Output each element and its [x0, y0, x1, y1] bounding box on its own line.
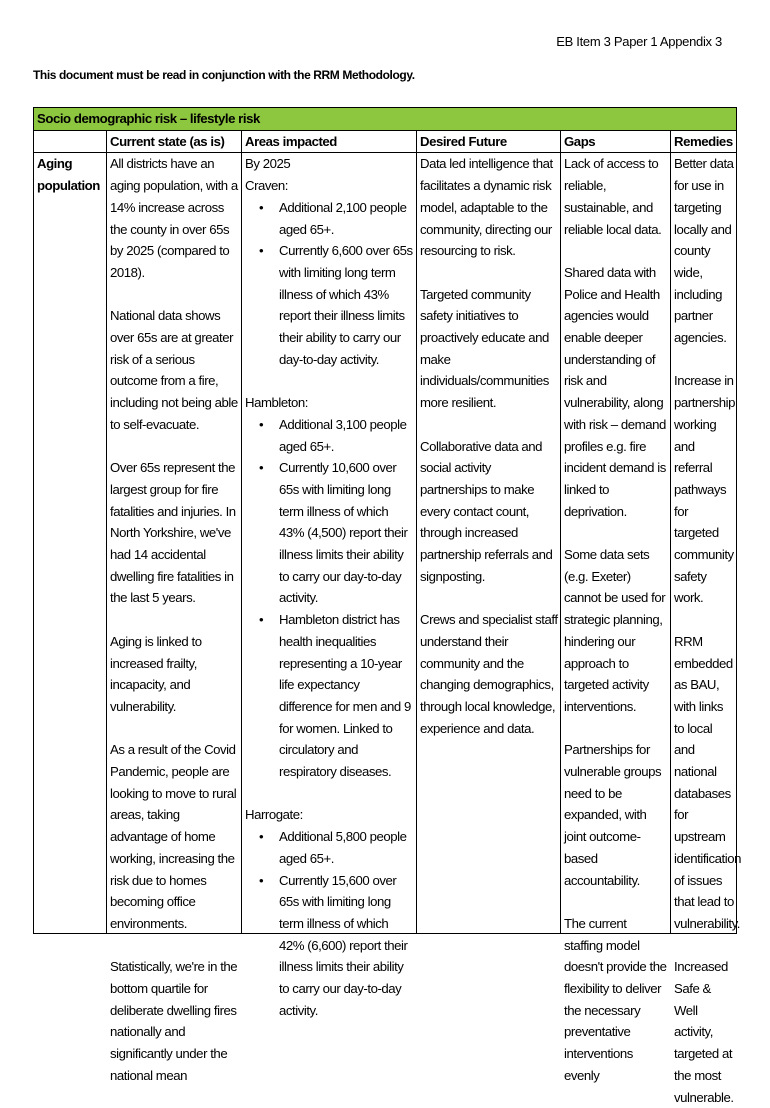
gaps-paragraph: Partnerships for vulnerable groups need to be expanded, with joint outcome-based accountability.	[564, 742, 662, 888]
column-header-gaps: Gaps	[561, 130, 671, 153]
remedies-paragraph: Better data for use in targeting locally and county wide, including partner agencies.	[674, 156, 734, 346]
row-label: Aging population	[34, 153, 107, 934]
column-header-areas-impacted: Areas impacted	[242, 130, 417, 153]
desired-future-paragraph: Crews and specialist staff understand their community and the changing demographics, through local knowledge, experience and data.	[420, 612, 558, 736]
list-item: • Hambleton district has health inequalities representing a 10-year life expectancy difference for men and 9 for women. Linked to circulatory and respiratory diseases.	[279, 609, 414, 783]
gaps-paragraph: Some data sets (e.g. Exeter) cannot be used for strategic planning, hindering our approach to targeted activity interventions.	[564, 547, 666, 714]
area-list-harrogate	[245, 826, 414, 1021]
area-name-harrogate: Harrogate:	[245, 807, 303, 823]
list-item: • Additional 3,100 people aged 65+.	[279, 414, 414, 457]
gaps-cell	[561, 153, 671, 1083]
column-header-remedies: Remedies	[671, 130, 737, 153]
column-header-row	[34, 130, 737, 153]
section-title: Socio demographic risk – lifestyle risk	[34, 108, 737, 131]
current-state-paragraph: National data shows over 65s are at greater risk of a serious outcome from a fire, including not being able to self-evacuate.	[110, 308, 238, 432]
remedies-paragraph: RRM embedded as BAU, with links to local and national databases for upstream identification of issues that lead to vulnerability.	[674, 633, 742, 931]
remedies-paragraph: Increase in partnership working and referral pathways for targeted community safety work.	[674, 373, 736, 606]
current-state-paragraph: Statistically, we're in the bottom quartile for deliberate dwelling fires nationally and significantly under the national mean	[110, 959, 238, 1083]
current-state-paragraph: Over 65s represent the largest group for fire fatalities and injuries. In North Yorkshire, we've had 14 accidental dwelling fire fatalities in the last 5 years.	[110, 460, 236, 606]
page-reference: EB Item 3 Paper 1 Appendix 3	[556, 34, 722, 49]
list-item: • Additional 5,800 people aged 65+.	[279, 826, 414, 869]
area-list-craven	[245, 197, 414, 371]
list-item: • Additional 2,100 people aged 65+.	[279, 197, 414, 240]
section-header-row	[34, 108, 737, 131]
risk-table	[33, 107, 742, 1105]
areas-intro: By 2025	[245, 156, 291, 172]
area-list-hambleton	[245, 414, 414, 783]
current-state-paragraph: As a result of the Covid Pandemic, people are looking to move to rural areas, taking advantage of home working, increasing the risk due to homes becoming office environments.	[110, 742, 237, 931]
remedies-cell	[671, 153, 742, 1105]
table-row	[34, 153, 737, 934]
desired-future-paragraph: Data led intelligence that facilitates a dynamic risk model, adaptable to the community, directing our resourcing to risk.	[420, 156, 553, 259]
area-name-hambleton: Hambleton:	[245, 395, 308, 411]
desired-future-paragraph: Targeted community safety initiatives to proactively educate and make individuals/communities more resilient.	[420, 286, 549, 411]
gaps-paragraph: Shared data with Police and Health agencies would enable deeper understanding of risk and vulnerability, along with risk – demand profiles e.g. fire incident demand is linked to deprivation.	[564, 264, 666, 519]
column-header-blank	[34, 130, 107, 153]
list-item: • Currently 15,600 over 65s with limiting long term illness of which 42% (6,600) report their illness limits their ability to carry our day-to-day activity.	[279, 870, 414, 1022]
gaps-paragraph: The current staffing model doesn't provide the flexibility to deliver the necessary preventative interventions evenly	[564, 915, 667, 1083]
remedies-paragraph: Increased Safe & Well activity, targeted at the most vulnerable.	[674, 959, 734, 1105]
areas-impacted-cell	[242, 153, 417, 1018]
area-name-craven: Craven:	[245, 178, 289, 194]
desired-future-cell	[417, 153, 561, 934]
list-item: • Currently 6,600 over 65s with limiting long term illness of which 43% report their illness limits their ability to carry our day-to-day activity.	[279, 240, 414, 370]
current-state-paragraph: Aging is linked to increased frailty, incapacity, and vulnerability.	[110, 633, 202, 714]
methodology-note: This document must be read in conjunction with the RRM Methodology.	[33, 68, 415, 82]
list-item: • Currently 10,600 over 65s with limiting long term illness of which 43% (4,500) report their illness limits their ability to carry our day-to-day activity.	[279, 457, 414, 609]
current-state-cell	[107, 153, 242, 1083]
gaps-paragraph: Lack of access to reliable, sustainable, and reliable local data.	[564, 156, 662, 237]
column-header-current-state: Current state (as is)	[107, 130, 242, 153]
desired-future-paragraph: Collaborative data and social activity partnerships to make every contact count, through increased partnership referrals and signposting.	[420, 438, 553, 584]
column-header-desired-future: Desired Future	[417, 130, 561, 153]
current-state-paragraph: All districts have an aging population, with a 14% increase across the county in over 65s by 2025 (compared to 2018).	[110, 156, 238, 280]
